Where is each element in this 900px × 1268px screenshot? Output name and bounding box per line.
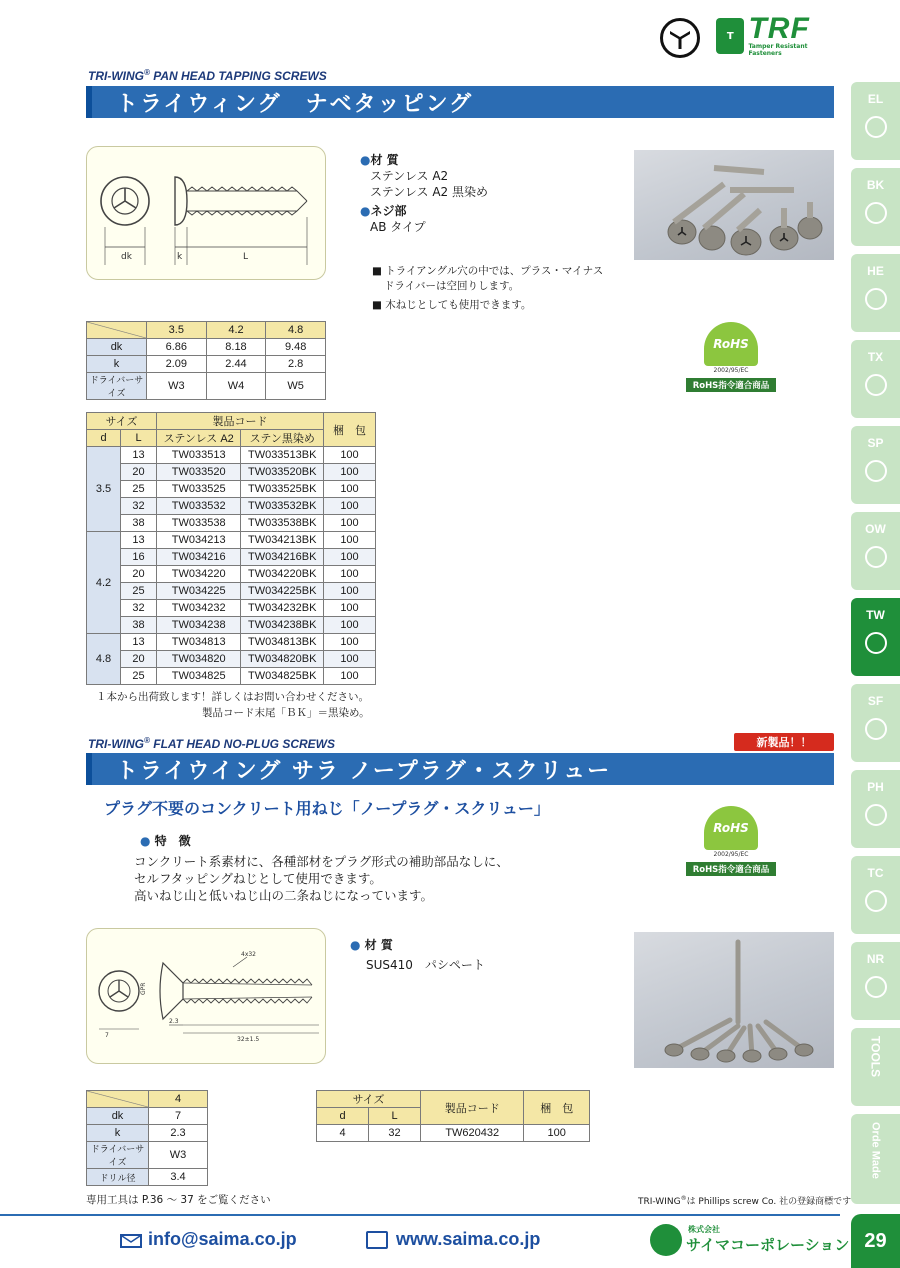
label-l: 32±1.5 (237, 1036, 260, 1043)
dim-row-label: k (87, 1125, 149, 1142)
table-cell: 100 (324, 600, 376, 617)
table-cell: 32 (121, 600, 157, 617)
table-cell: 38 (121, 617, 157, 634)
table-cell: 100 (324, 481, 376, 498)
dim-value: W4 (206, 373, 266, 400)
table-cell: TW034220 (157, 566, 241, 583)
table-cell: 100 (324, 549, 376, 566)
header-l: L (369, 1108, 421, 1125)
section1-notes (372, 264, 632, 313)
side-tab-ow[interactable]: OW (851, 512, 900, 590)
dim-value: 2.44 (206, 356, 266, 373)
table-cell: 100 (324, 617, 376, 634)
company-name: サイマコーポレーション (686, 1236, 850, 1254)
tri-wing-icon (865, 632, 887, 654)
table-cell: 100 (324, 515, 376, 532)
diag-cell (87, 1091, 149, 1108)
dim-row-label: dk (87, 339, 147, 356)
flat-head-screw-diagram (87, 929, 327, 1065)
header-size: サイズ (87, 413, 157, 430)
group-d: 4.2 (87, 532, 121, 634)
note-line: ■ トライアングル穴の中では、プラス・マイナス (372, 265, 604, 277)
spec-material-line: ステンレス A2 黒染め (370, 185, 488, 199)
dim-col-header: 3.5 (147, 322, 207, 339)
table-cell: TW033520BK (241, 464, 324, 481)
header-code: 製品コード (421, 1091, 524, 1125)
section2-title-bar (86, 753, 834, 785)
side-tab-sf[interactable]: SF (851, 684, 900, 762)
web-icon (366, 1231, 388, 1249)
table-cell: 13 (121, 532, 157, 549)
table-cell: 100 (324, 651, 376, 668)
spec-material-head: ●材 質 (360, 153, 399, 167)
hexagon-icon (865, 288, 887, 310)
label-k: 2.3 (169, 1018, 179, 1025)
dim-value: 2.3 (149, 1125, 208, 1142)
dim-row-label: k (87, 356, 147, 373)
rohs-caption: RoHS指令適合商品 (686, 378, 776, 392)
header-size: サイズ (317, 1091, 421, 1108)
flat-head-drawing (86, 928, 326, 1064)
dim-value: 3.4 (149, 1169, 208, 1186)
table-cell: TW034216 (157, 549, 241, 566)
section1-jp-title: トライウィング ナベタッピング (116, 91, 474, 117)
dim-value: 9.48 (266, 339, 326, 356)
section1-title-bar (86, 86, 834, 118)
table-cell: 100 (324, 668, 376, 685)
table-cell: 100 (324, 464, 376, 481)
table-cell: TW033520 (157, 464, 241, 481)
table-cell: TW620432 (421, 1125, 524, 1142)
table-cell: TW033532BK (241, 498, 324, 515)
table-cell: 20 (121, 464, 157, 481)
header-d: d (317, 1108, 369, 1125)
table-cell: 100 (324, 498, 376, 515)
label-dk: dk (121, 252, 132, 262)
side-tab-tx[interactable]: TX (851, 340, 900, 418)
table-cell: TW033525 (157, 481, 241, 498)
dim-row-label: dk (87, 1108, 149, 1125)
star-icon (865, 202, 887, 224)
feature-head: ● 特 徴 (140, 834, 191, 848)
feature-line: コンクリート系素材に、各種部材をプラグ形式の補助部品なしに、 (134, 854, 509, 869)
group-d: 4.8 (87, 634, 121, 685)
table-cell: TW034813BK (241, 634, 324, 651)
table-cell: TW034825 (157, 668, 241, 685)
table-cell: TW034813 (157, 634, 241, 651)
section1-dimension-table (86, 321, 326, 400)
side-tab-tc[interactable]: TC (851, 856, 900, 934)
flat-head-product-photo (634, 932, 834, 1068)
spec-thread-head: ●ネジ部 (360, 204, 407, 218)
note-line: ■ 木ねじとしても使用できます。 (372, 299, 532, 311)
rohs-directive: 2002/95/EC (713, 367, 749, 374)
section2-features (134, 832, 614, 904)
table-cell: TW033513BK (241, 447, 324, 464)
dim-row-label: ドライバーサイズ (87, 373, 147, 400)
mail-icon (120, 1234, 142, 1248)
dim-value: 6.86 (147, 339, 207, 356)
section2-product-table (316, 1090, 590, 1142)
spec-thread-line: AB タイプ (370, 220, 426, 234)
table-cell: TW034820BK (241, 651, 324, 668)
no-return-icon (865, 976, 887, 998)
table-cell: TW034220BK (241, 566, 324, 583)
material-value: SUS410 パシペート (366, 958, 485, 972)
table-cell: 20 (121, 566, 157, 583)
footnote-1: １本から出荷致します！詳しくはお問い合わせください。 (96, 691, 369, 703)
table-cell: 13 (121, 447, 157, 464)
table-cell: TW034216BK (241, 549, 324, 566)
company-logo-icon (650, 1224, 682, 1256)
torx-icon (865, 374, 887, 396)
rohs-badge (686, 322, 776, 394)
tri-wing-logo-icon (660, 18, 700, 58)
header-d: d (87, 430, 121, 447)
table-cell: TW034820 (157, 651, 241, 668)
header-pack: 梱 包 (524, 1091, 590, 1125)
pan-head-product-photo (634, 150, 834, 260)
section1-en-title: TRI-WING® PAN HEAD TAPPING SCREWS (88, 68, 327, 83)
table-cell: TW034225 (157, 583, 241, 600)
dim-value: 2.09 (147, 356, 207, 373)
header-code: 製品コード (157, 413, 324, 430)
dim-value: 2.8 (266, 356, 326, 373)
table-cell: 20 (121, 651, 157, 668)
tools-note: 専用工具は P.36 ～ 37 をご覧ください (86, 1194, 271, 1206)
feature-line: 高いねじ山と低いねじ山の二条ねじになっています。 (134, 888, 434, 903)
header-pack: 梱 包 (324, 413, 376, 447)
footer-divider (0, 1214, 840, 1216)
rohs-badge (686, 806, 776, 878)
section2-dimension-table (86, 1090, 208, 1186)
side-tab-el[interactable]: EL (851, 82, 900, 160)
table-cell: TW034213BK (241, 532, 324, 549)
diag-cell (87, 322, 147, 339)
dim-value: W3 (149, 1142, 208, 1169)
table-cell: TW033538 (157, 515, 241, 532)
table-cell: 4 (317, 1125, 369, 1142)
feature-line: セルフタッピングねじとして使用できます。 (134, 871, 382, 886)
header-bk: ステン黒染め (241, 430, 324, 447)
section2-jp-title: トライウイング サラ ノープラグ・スクリュー (116, 758, 612, 784)
new-product-badge: 新製品！！ (734, 733, 834, 751)
table-cell: TW033525BK (241, 481, 324, 498)
dim-row-label: ドライバーサイズ (87, 1142, 149, 1169)
table-cell: TW034213 (157, 532, 241, 549)
table-cell: 32 (369, 1125, 421, 1142)
table-cell: 25 (121, 583, 157, 600)
table-cell: TW034225BK (241, 583, 324, 600)
trf-tagline: Tamper Resistant Fasteners (748, 43, 808, 57)
pan-head-drawing (86, 146, 326, 280)
label-k: k (177, 252, 183, 262)
phillips-icon (865, 804, 887, 826)
side-tab-ph[interactable]: PH (851, 770, 900, 848)
table-cell: TW034232 (157, 600, 241, 617)
material-head: ● 材 質 (350, 938, 393, 952)
section1-specs (360, 151, 560, 235)
table-cell: 100 (324, 447, 376, 464)
dim-col-header: 4 (149, 1091, 208, 1108)
section2-material (350, 936, 570, 973)
dim-value: W3 (147, 373, 207, 400)
spec-material-line: ステンレス A2 (370, 169, 449, 183)
side-tab-bk[interactable]: BK (851, 168, 900, 246)
footer-website[interactable]: www.saima.co.jp (396, 1229, 541, 1249)
section2-en-title: TRI-WING® FLAT HEAD NO-PLUG SCREWS (88, 736, 336, 751)
side-tab-tools[interactable]: TOOLS (851, 1028, 900, 1106)
dim-value: 8.18 (206, 339, 266, 356)
section1-product-table (86, 412, 376, 685)
side-tab-he[interactable]: HE (851, 254, 900, 332)
table-cell: 100 (324, 634, 376, 651)
side-tab-order-made[interactable]: Orde Made (851, 1114, 900, 1204)
table-cell: TW034232BK (241, 600, 324, 617)
one-way-icon (865, 546, 887, 568)
table-cell: 38 (121, 515, 157, 532)
footnote-2: 製品コード末尾「ＢＫ」＝黒染め。 (202, 707, 370, 719)
table-cell: TW034238 (157, 617, 241, 634)
triangle-icon (865, 116, 887, 138)
dim-col-header: 4.8 (266, 322, 326, 339)
side-tab-nr[interactable]: NR (851, 942, 900, 1020)
side-tab-sp[interactable]: SP (851, 426, 900, 504)
snake-eye-icon (865, 718, 887, 740)
table-cell: 13 (121, 634, 157, 651)
table-cell: TW033538BK (241, 515, 324, 532)
trf-badge-icon: T (716, 18, 744, 54)
trf-logo-text: TRF (748, 12, 810, 45)
pan-head-screw-diagram (87, 147, 327, 281)
dim-row-label: ドリル径 (87, 1169, 149, 1186)
rohs-caption: RoHS指令適合商品 (686, 862, 776, 876)
table-cell: TW033532 (157, 498, 241, 515)
rohs-directive: 2002/95/EC (713, 851, 749, 858)
table-cell: 25 (121, 481, 157, 498)
rohs-logo-text: RoHS (713, 337, 749, 351)
table-cell: 100 (324, 532, 376, 549)
dim-col-header: 4.2 (206, 322, 266, 339)
table-cell: 100 (524, 1125, 590, 1142)
table-cell: 100 (324, 566, 376, 583)
table-cell: TW034825BK (241, 668, 324, 685)
torque-icon (865, 890, 887, 912)
side-tab-tw[interactable]: TW (851, 598, 900, 676)
table-cell: 25 (121, 668, 157, 685)
company-prefix: 株式会社 (688, 1225, 720, 1234)
header-a2: ステンレス A2 (157, 430, 241, 447)
rohs-logo-text: RoHS (713, 821, 749, 835)
table-cell: TW033513 (157, 447, 241, 464)
table-cell: 32 (121, 498, 157, 515)
dim-value: 7 (149, 1108, 208, 1125)
spanner-icon (865, 460, 887, 482)
note-line: ドライバーは空回りします。 (384, 280, 520, 292)
header-l: L (121, 430, 157, 447)
label-thread: 4x32 (241, 951, 257, 958)
footer-email[interactable]: info@saima.co.jp (148, 1229, 297, 1249)
label-d: 7 (105, 1032, 109, 1039)
table-cell: TW034238BK (241, 617, 324, 634)
trademark-note: TRI-WING®は Phillips screw Co. 社の登録商標です (638, 1195, 852, 1207)
table-cell: 16 (121, 549, 157, 566)
label-gpr: GPR (140, 982, 147, 995)
dim-value: W5 (266, 373, 326, 400)
group-d: 3.5 (87, 447, 121, 532)
trf-logo (716, 12, 838, 57)
label-l: L (243, 252, 249, 262)
page-number: 29 (851, 1214, 900, 1268)
section2-subtitle: プラグ不要のコンクリート用ねじ「ノープラグ・スクリュー」 (104, 799, 550, 818)
table-cell: 100 (324, 583, 376, 600)
